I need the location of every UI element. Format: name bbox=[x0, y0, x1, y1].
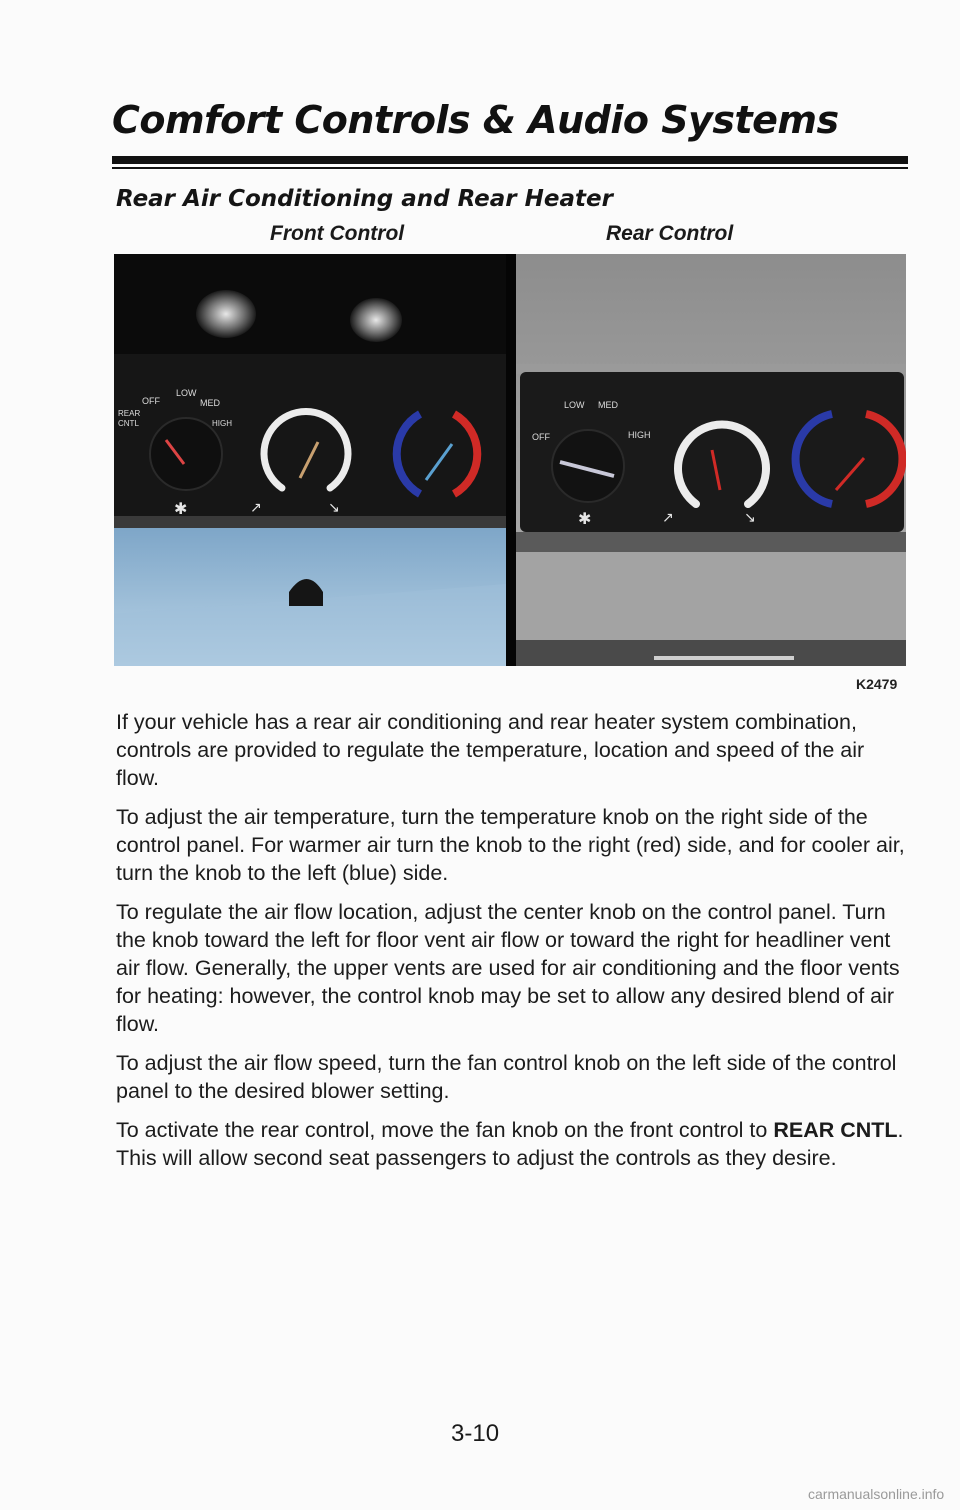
rear-floor-icon: ↘ bbox=[744, 510, 756, 526]
rear-label-high: HIGH bbox=[628, 430, 651, 440]
section-title: Rear Air Conditioning and Rear Heater bbox=[116, 186, 613, 212]
header-rule-thin bbox=[112, 167, 908, 169]
rear-label-off: OFF bbox=[532, 432, 550, 442]
paragraph-5 bbox=[116, 1116, 910, 1172]
front-fan-icon: ✱ bbox=[174, 499, 188, 518]
rear-control-photo bbox=[516, 254, 906, 666]
front-control-photo bbox=[114, 254, 506, 666]
front-control-caption: Front Control bbox=[270, 222, 405, 245]
paragraph-5-end: . This will allow second seat passengers to adjust the controls as they desire. bbox=[116, 1118, 904, 1170]
front-floor-icon: ↘ bbox=[328, 500, 340, 516]
rear-label-low: LOW bbox=[564, 400, 585, 410]
figure-id: K2479 bbox=[856, 676, 898, 692]
front-fan-knob bbox=[150, 418, 222, 490]
paragraph-4: To adjust the air flow speed, turn the fan control knob on the left side of the control panel to the desired blower setting. bbox=[116, 1051, 897, 1103]
front-vent-icon: ↗ bbox=[250, 500, 262, 516]
control-photos bbox=[114, 254, 906, 666]
front-label-med: MED bbox=[200, 398, 220, 408]
paragraph-1: If your vehicle has a rear air conditioning and rear heater system combination, controls are provided to regulate the temperature, location and speed of the air flow. bbox=[116, 710, 865, 790]
paragraph-5-bold: REAR CNTL bbox=[773, 1118, 898, 1142]
rear-label-med: MED bbox=[598, 400, 618, 410]
paragraph-3: To regulate the air flow location, adjust the center knob on the control panel. Turn the knob toward the left for floor vent air flow or toward the right for headliner vent air flow. Generally, the upper vents are used for air conditioning and the floor vents for heating: however, the control knob may be set to allow any desired blend of air flow. bbox=[116, 900, 900, 1036]
paragraph-5-start: To activate the rear control, move the fan knob on the front control to bbox=[116, 1118, 768, 1142]
control-photos-illustration bbox=[114, 254, 906, 666]
rear-control-caption: Rear Control bbox=[606, 222, 734, 245]
front-vent-right-icon bbox=[350, 298, 402, 342]
paragraph-2: To adjust the air temperature, turn the temperature knob on the right side of the control panel. For warmer air turn the knob to the right (red) side, and for cooler air, turn the knob to the left (blue) side. bbox=[116, 805, 905, 885]
page-header-title: Comfort Controls & Audio Systems bbox=[112, 98, 839, 142]
body-text bbox=[116, 708, 910, 1183]
front-label-low: LOW bbox=[176, 388, 197, 398]
page-number: 3-10 bbox=[451, 1420, 500, 1447]
front-label-rear: REAR bbox=[118, 409, 141, 418]
rear-fan-icon: ✱ bbox=[578, 509, 592, 528]
header-rule bbox=[112, 156, 908, 164]
front-label-high: HIGH bbox=[212, 419, 232, 428]
watermark: carmanualsonline.info bbox=[808, 1486, 945, 1502]
front-label-off: OFF bbox=[142, 396, 160, 406]
photo-divider bbox=[506, 254, 516, 666]
front-vent-left-icon bbox=[196, 290, 256, 338]
front-label-cntl: CNTL bbox=[118, 419, 139, 428]
rear-fan-knob bbox=[552, 430, 624, 502]
rear-vent-icon: ↗ bbox=[662, 510, 674, 526]
